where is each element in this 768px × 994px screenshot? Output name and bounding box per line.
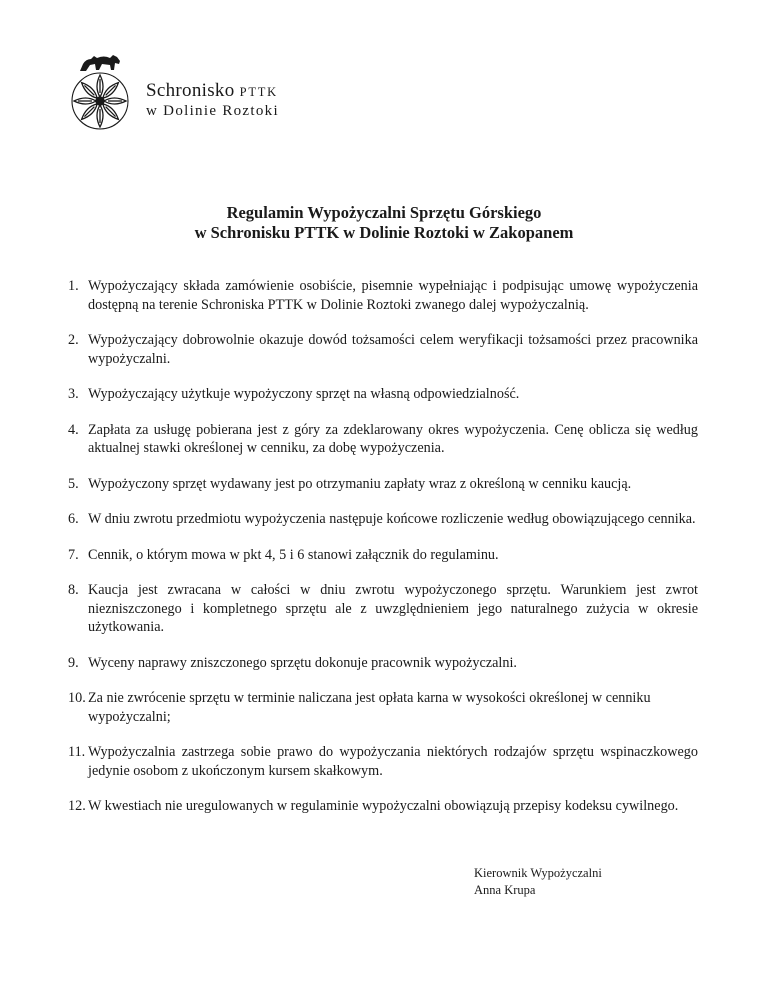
rule-number: 2. [68, 332, 79, 348]
rule-text: Wypożyczony sprzęt wydawany jest po otrzymaniu zapłaty wraz z określoną w cenniku kaucją. [88, 475, 632, 492]
rule-number: 1. [68, 278, 79, 294]
title-line-2: w Schronisku PTTK w Dolinie Roztoki w Zakopanem [194, 223, 574, 242]
rule-number: 8. [68, 582, 79, 598]
logo [64, 44, 294, 134]
rule-text: Zapłata za usługę pobierana jest z góry za zdeklarowany okres wypożyczenia. Cenę oblicza się według aktualnej stawki określonej w cenniku, za dobę wypożyczenia. [88, 421, 698, 456]
rule-text: Wypożyczający użytkuje wypożyczony sprzęt na własną odpowiedzialność. [88, 386, 520, 402]
rule-item-3 [68, 385, 698, 404]
rule-item-9 [68, 654, 698, 673]
rule-number: 7. [68, 546, 79, 563]
org-name [146, 80, 278, 102]
rule-item-2 [68, 331, 698, 368]
rule-number: 4. [68, 421, 79, 438]
rule-number: 5. [68, 475, 79, 492]
rule-text: Kaucja jest zwracana w całości w dniu zwrotu wypożyczonego sprzętu. Warunkiem jest zwrot niezniszczonego i kompletnego sprzętu ale z uwzględnieniem jego naturalnego zużycia w okresie użytkowania. [88, 582, 698, 635]
signature-name: Anna Krupa [474, 883, 536, 897]
rule-text: Wypożyczający dobrowolnie okazuje dowód tożsamości celem weryfikacji tożsamości przez pracownika wypożyczalni. [88, 332, 698, 367]
rule-item-5 [68, 475, 698, 494]
animal-silhouette-icon [80, 55, 120, 71]
rule-item-10 [68, 689, 698, 726]
org-name-main: Schronisko [146, 80, 235, 101]
shelter-emblem-icon [64, 44, 144, 134]
rule-item-6 [68, 510, 698, 529]
rule-item-11 [68, 743, 698, 780]
rule-number: 9. [68, 654, 79, 671]
document-title [0, 203, 768, 243]
rule-text: Cennik, o którym mowa w pkt 4, 5 i 6 stanowi załącznik do regulaminu. [88, 546, 499, 563]
rule-text: W kwestiach nie uregulowanych w regulaminie wypożyczalni obowiązują przepisy kodeksu cywilnego. [88, 798, 679, 814]
rule-text: W dniu zwrotu przedmiotu wypożyczenia następuje końcowe rozliczenie według obowiązującego cennika. [88, 511, 696, 527]
rule-item-7 [68, 546, 698, 565]
rule-text: Wypożyczający składa zamówienie osobiście, pisemnie wypełniając i podpisując umowę wypożyczenia dostępną na terenie Schroniska PTTK w Dolinie Roztoki zwanego dalej wypożyczalnią. [88, 278, 698, 313]
rule-number: 3. [68, 386, 79, 402]
rule-number: 6. [68, 511, 79, 527]
rules-list [68, 277, 698, 833]
rule-text: Wypożyczalnia zastrzega sobie prawo do wypożyczania niektórych rodzajów sprzętu wspinaczkowego jedynie osobom z ukończonym kursem skałkowym. [88, 744, 698, 779]
rule-item-8 [68, 581, 698, 637]
rule-item-12 [68, 797, 698, 816]
rule-number: 12. [68, 798, 86, 814]
signature-role: Kierownik Wypożyczalni [474, 866, 602, 880]
rule-number: 11. [68, 744, 86, 760]
org-location: w Dolinie Roztoki [146, 103, 279, 119]
rule-item-1 [68, 277, 698, 314]
rule-item-4 [68, 421, 698, 458]
rule-number: 10. [68, 690, 86, 706]
title-line-1: Regulamin Wypożyczalni Sprzętu Górskiego [226, 203, 542, 222]
rule-text: Za nie zwrócenie sprzętu w terminie naliczana jest opłata karna w wysokości określonej w cenniku wypożyczalni; [88, 690, 651, 725]
signature-block [474, 865, 602, 899]
rule-text: Wyceny naprawy zniszczonego sprzętu dokonuje pracownik wypożyczalni. [88, 654, 517, 671]
org-abbr: PTTK [239, 85, 279, 99]
